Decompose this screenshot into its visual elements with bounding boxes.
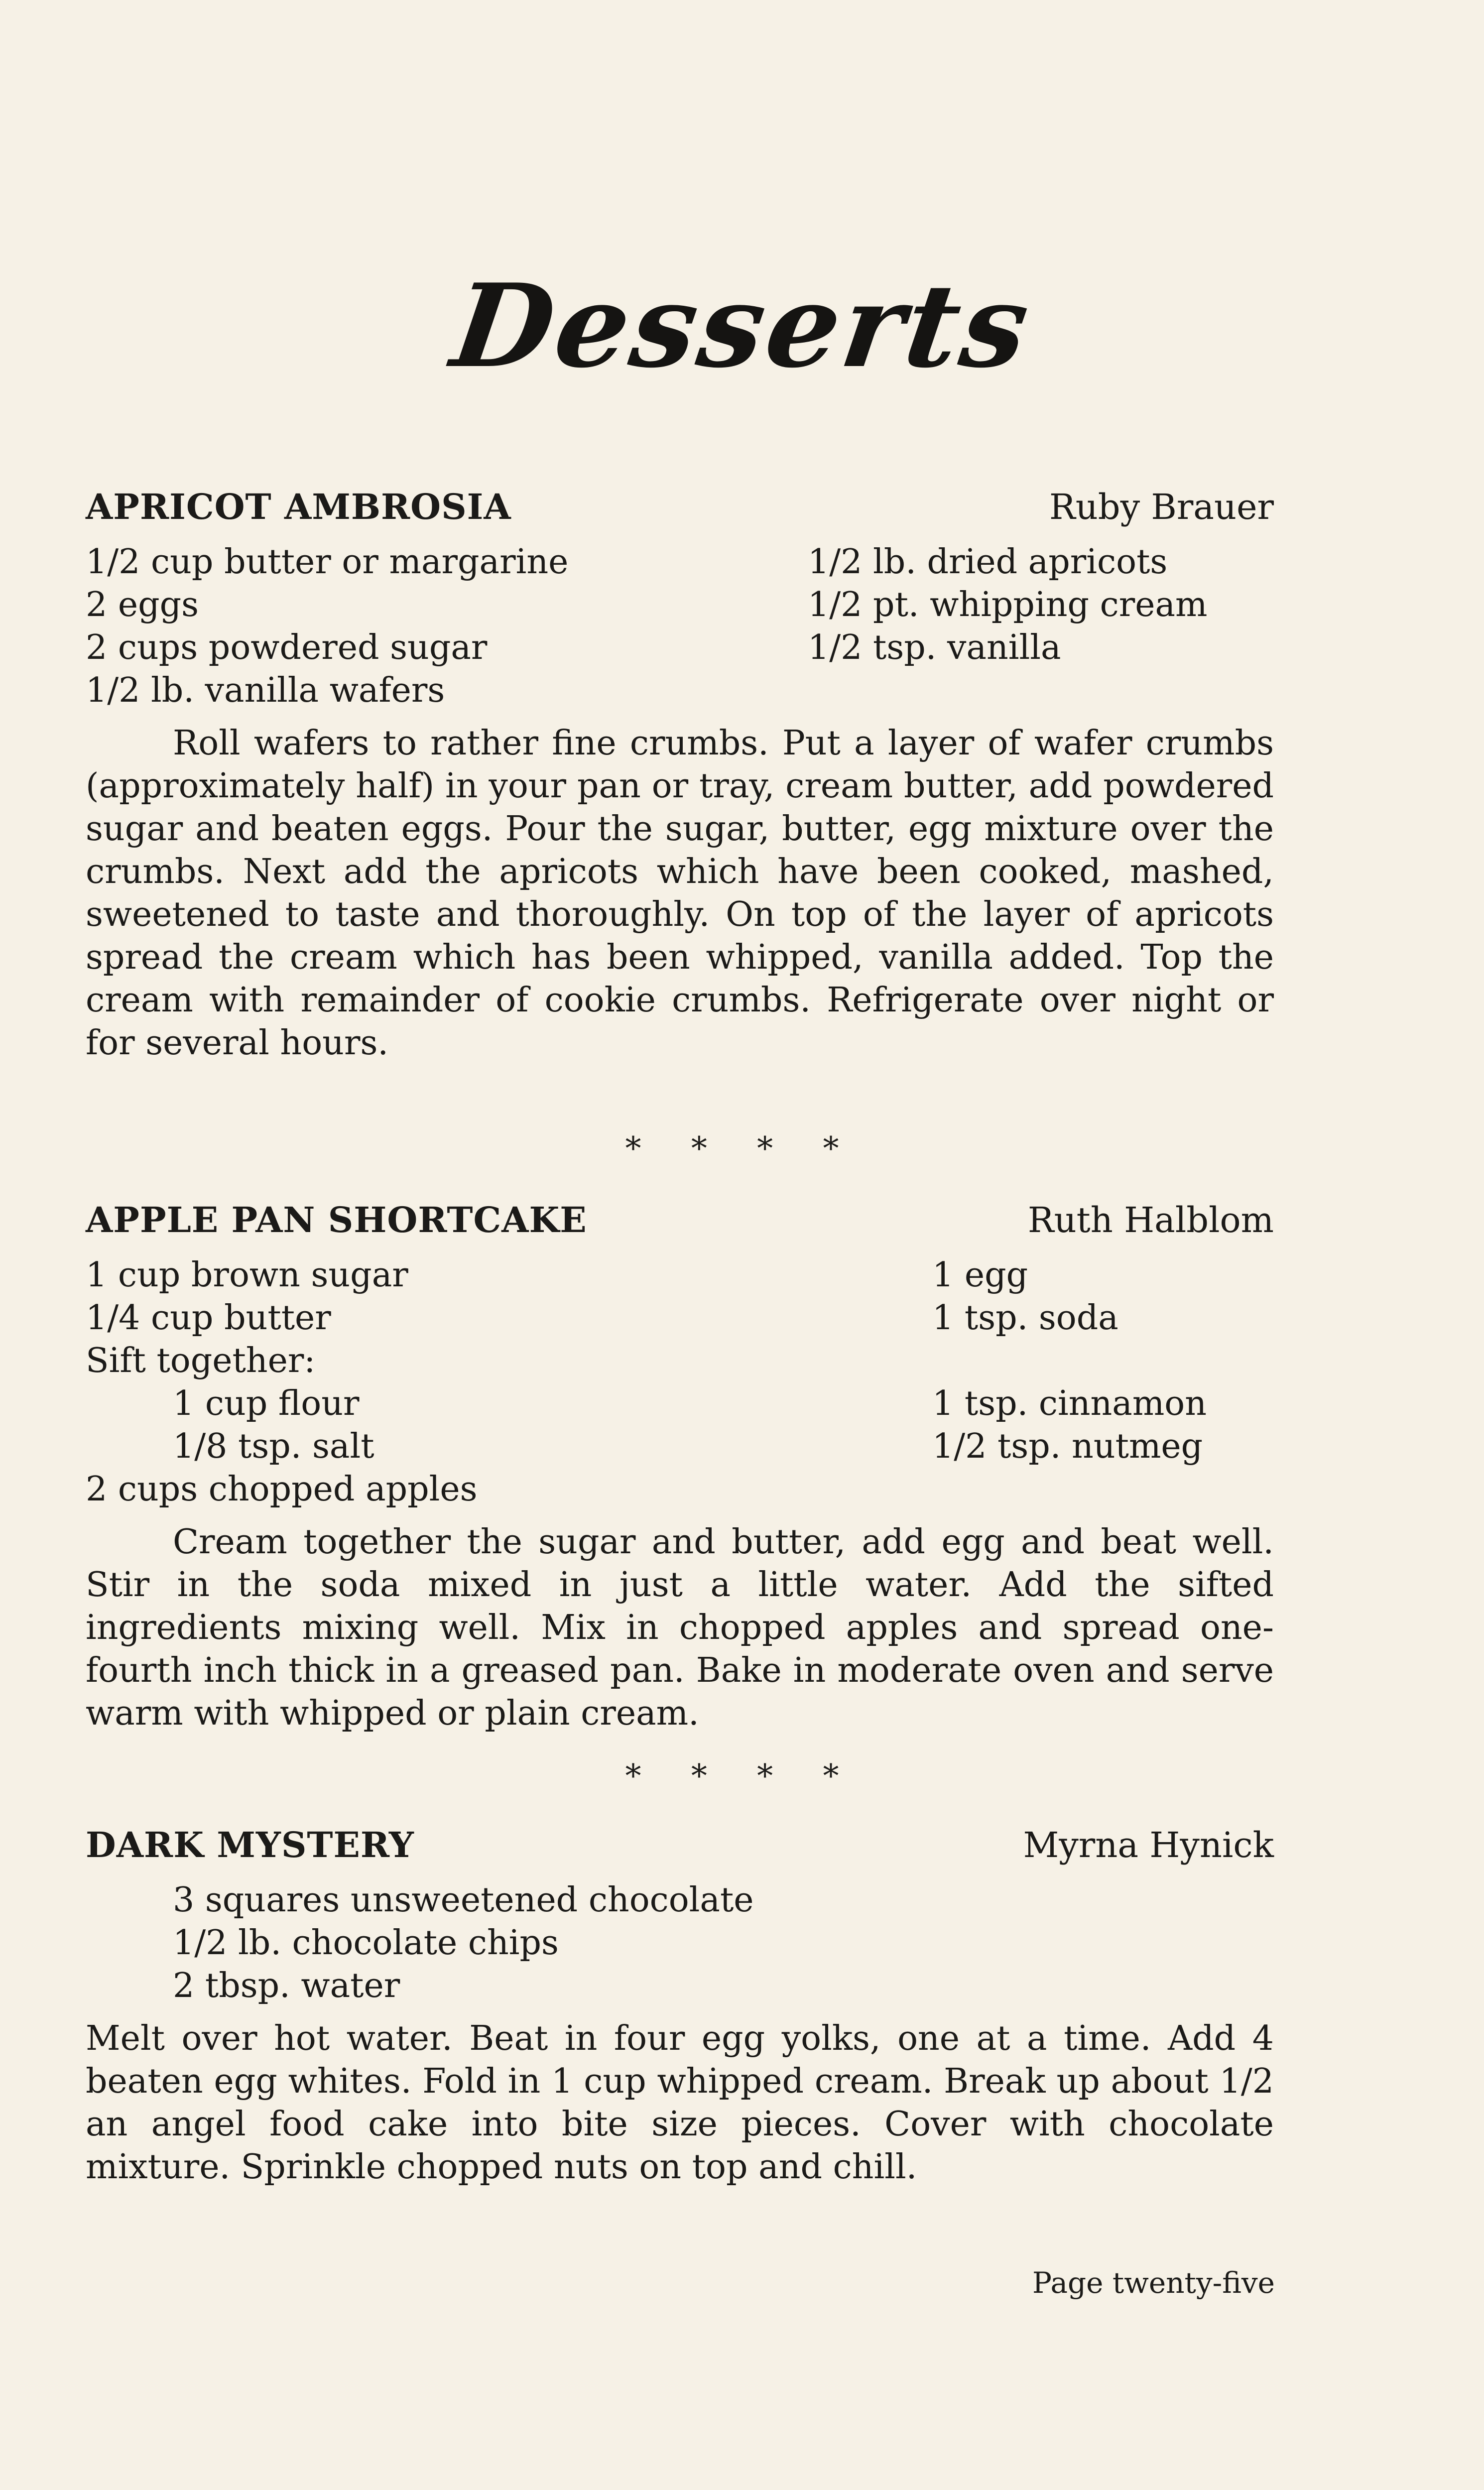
recipe-apricot-ambrosia — [86, 482, 1274, 1065]
recipe-title: APRICOT AMBROSIA — [86, 486, 511, 527]
recipe-author: Ruth Halblom — [1027, 1200, 1274, 1241]
ingredient-row — [86, 1254, 1274, 1297]
recipe-title-row — [86, 1195, 1274, 1245]
ingredient: 1 cup flour — [173, 1384, 360, 1423]
ingredient: 1/2 lb. vanilla wafers — [86, 671, 445, 710]
ingredient-row — [86, 1879, 1274, 1922]
recipe-apple-pan-shortcake — [86, 1195, 1274, 1735]
ingredient-row — [86, 669, 1274, 712]
ingredient-row — [86, 541, 1274, 584]
recipe-author: Ruby Brauer — [1049, 487, 1274, 527]
ingredient-row — [86, 1922, 1274, 1965]
recipe-author: Myrna Hynick — [1023, 1825, 1274, 1866]
separator: * * * * — [625, 1758, 859, 1795]
recipe-dark-mystery — [86, 1820, 1274, 2189]
ingredient: 1/2 lb. dried apricots — [808, 542, 1168, 582]
page-number: Page twenty-five — [1032, 2266, 1275, 2300]
recipe-title: APPLE PAN SHORTCAKE — [86, 1199, 587, 1241]
ingredient-row — [86, 584, 1274, 626]
separator: * * * * — [625, 1130, 859, 1167]
ingredient: 1 cup brown sugar — [86, 1255, 408, 1295]
ingredient-row — [86, 1965, 1274, 2007]
ingredient: 2 tbsp. water — [173, 1966, 400, 2005]
ingredient: Sift together: — [86, 1341, 316, 1380]
recipe-directions: Roll wafers to rather fine crumbs. Put a layer of wafer crumbs (approximately half) in your pan or tray, cream butter, add powdered sugar and beaten eggs. Pour the sugar, butter, egg mixture over the crumbs. Next add the apricots which have been cooked, mashed, sweetened to taste and thoroughly. On top of the layer of apricots spread the cream which has been whipped, vanilla added. Top the cream with remainder of cookie crumbs. Refrigerate over night or for several hours. — [86, 724, 1274, 1063]
ingredient: 1/2 tsp. nutmeg — [932, 1427, 1203, 1466]
recipe-title-row — [86, 482, 1274, 532]
ingredient: 1 egg — [932, 1255, 1028, 1295]
ingredient: 1/2 pt. whipping cream — [808, 585, 1208, 624]
ingredient: 2 eggs — [86, 585, 199, 624]
ingredient-row — [86, 1382, 1274, 1425]
ingredient: 1/8 tsp. salt — [173, 1427, 374, 1466]
ingredient-row — [86, 626, 1274, 669]
ingredient: 1/2 lb. chocolate chips — [173, 1923, 559, 1963]
ingredient-row — [86, 1297, 1274, 1340]
section-header: Desserts — [445, 259, 1039, 393]
ingredient-row — [86, 1425, 1274, 1468]
ingredient: 2 cups powdered sugar — [86, 628, 488, 667]
recipe-directions: Cream together the sugar and butter, add egg and beat well. Stir in the soda mixed in just a little water. Add the sifted ingredients mixing well. Mix in chopped apples and spread one-fourth inch thick in a greased pan. Bake in moderate oven and serve warm with whipped or plain cream. — [86, 1522, 1274, 1733]
ingredient-row — [86, 1468, 1274, 1511]
ingredient: 3 squares unsweetened chocolate — [173, 1880, 754, 1920]
ingredient: 2 cups chopped apples — [86, 1470, 478, 1509]
ingredient: 1 tsp. cinnamon — [932, 1384, 1207, 1423]
ingredient: 1/4 cup butter — [86, 1298, 331, 1338]
ingredient: 1/2 cup butter or margarine — [86, 542, 569, 582]
recipe-directions: Melt over hot water. Beat in four egg yolks, one at a time. Add 4 beaten egg whites. Fold in 1 cup whipped cream. Break up about 1/2 an angel food cake into bite size pieces. Cover with chocolate mixture. Sprinkle chopped nuts on top and chill. — [86, 2019, 1274, 2187]
ingredient: 1/2 tsp. vanilla — [808, 628, 1061, 667]
recipe-title-row — [86, 1820, 1274, 1870]
ingredient-row — [86, 1340, 1274, 1382]
ingredient: 1 tsp. soda — [932, 1298, 1118, 1338]
recipe-title: DARK MYSTERY — [86, 1824, 414, 1866]
